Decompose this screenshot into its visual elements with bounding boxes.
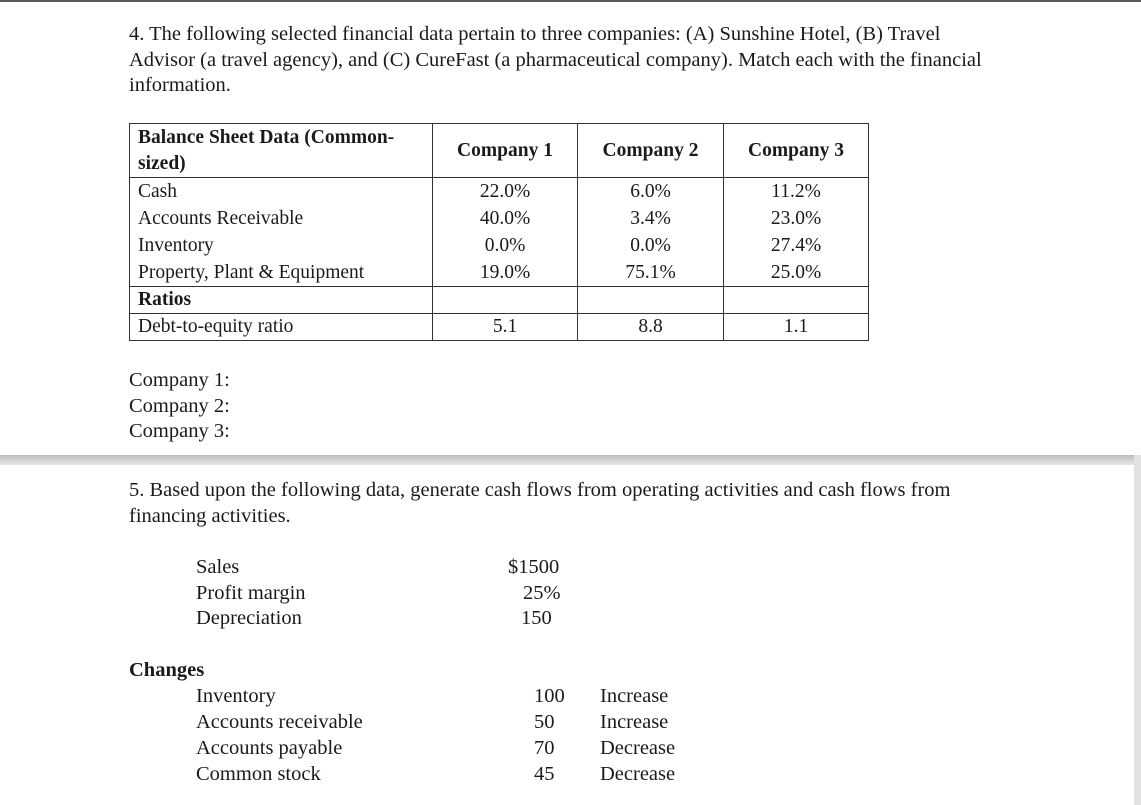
changes-heading: Changes — [129, 659, 205, 681]
change-value: 70 — [534, 737, 555, 759]
financial-data-table — [129, 123, 869, 341]
row-label: Accounts Receivable — [138, 208, 304, 229]
top-rule — [0, 0, 1141, 2]
page-edge — [1134, 455, 1141, 805]
change-direction: Increase — [600, 711, 669, 733]
header-label-cell: Balance Sheet Data (Common-sized) — [130, 124, 433, 178]
empty-cell — [724, 287, 869, 314]
change-label: Accounts receivable — [196, 711, 363, 733]
cell-value: 8.8 — [578, 314, 724, 341]
item-label: Depreciation — [196, 607, 302, 629]
cell-value: 27.4% — [770, 235, 822, 256]
balance-sheet-rows — [130, 178, 869, 287]
question-4-text: 4. The following selected financial data pertain to three companies: (A) Sunshine Hotel, (B) Travel Advisor (a travel agency), and (C) CureFast (a pharmaceutical company). Match each with the financial information. — [129, 23, 982, 96]
column-header: Company 1 — [433, 124, 578, 178]
answer-line: Company 1: — [129, 369, 230, 391]
company-2-values — [578, 178, 724, 287]
cell-value: 22.0% — [479, 181, 531, 202]
change-label: Common stock — [196, 763, 321, 785]
answer-line: Company 3: — [129, 420, 230, 442]
cell-value: 11.2% — [771, 181, 821, 202]
empty-cell — [433, 287, 578, 314]
cell-value: 19.0% — [479, 262, 531, 283]
row-label: Debt-to-equity ratio — [130, 314, 433, 341]
question-5-text: 5. Based upon the following data, generate cash flows from operating activities and cash flows from financing activities. — [129, 479, 951, 527]
change-label: Inventory — [196, 685, 276, 707]
cell-value: 75.1% — [625, 262, 676, 283]
item-value: $1500 — [508, 556, 560, 578]
item-value: 25% — [523, 582, 561, 604]
cell-value: 1.1 — [724, 314, 869, 341]
answer-line: Company 2: — [129, 394, 230, 417]
change-direction: Decrease — [600, 763, 676, 785]
change-direction: Increase — [600, 685, 669, 707]
cell-value: 0.0% — [484, 235, 526, 256]
cell-value: 40.0% — [479, 208, 531, 229]
change-value: 100 — [534, 685, 565, 707]
row-label: Cash — [138, 181, 177, 202]
item-label: Sales — [196, 556, 240, 578]
ratios-label: Ratios — [130, 287, 433, 314]
change-label: Accounts payable — [196, 737, 343, 759]
cell-value: 23.0% — [770, 208, 822, 229]
column-header: Company 2 — [578, 124, 724, 178]
ratios-heading-row — [130, 287, 869, 314]
company-3-values — [724, 178, 869, 287]
change-direction: Decrease — [600, 737, 676, 759]
row-label: Property, Plant & Equipment — [138, 262, 365, 283]
table-header-row — [130, 124, 869, 178]
cell-value: 25.0% — [770, 262, 822, 283]
balance-row-labels — [130, 178, 433, 287]
change-value: 50 — [534, 711, 555, 733]
item-value: 150 — [521, 607, 552, 629]
row-label: Inventory — [138, 235, 214, 256]
column-header: Company 3 — [724, 124, 869, 178]
cell-value: 6.0% — [630, 181, 671, 202]
answer-lines — [129, 368, 230, 445]
change-value: 45 — [534, 763, 555, 785]
company-1-values — [433, 178, 578, 287]
table-row — [130, 314, 869, 341]
section-divider — [0, 455, 1141, 465]
cell-value: 0.0% — [630, 235, 671, 256]
cell-value: 3.4% — [630, 208, 671, 229]
cell-value: 5.1 — [433, 314, 578, 341]
empty-cell — [578, 287, 724, 314]
item-label: Profit margin — [196, 582, 306, 604]
